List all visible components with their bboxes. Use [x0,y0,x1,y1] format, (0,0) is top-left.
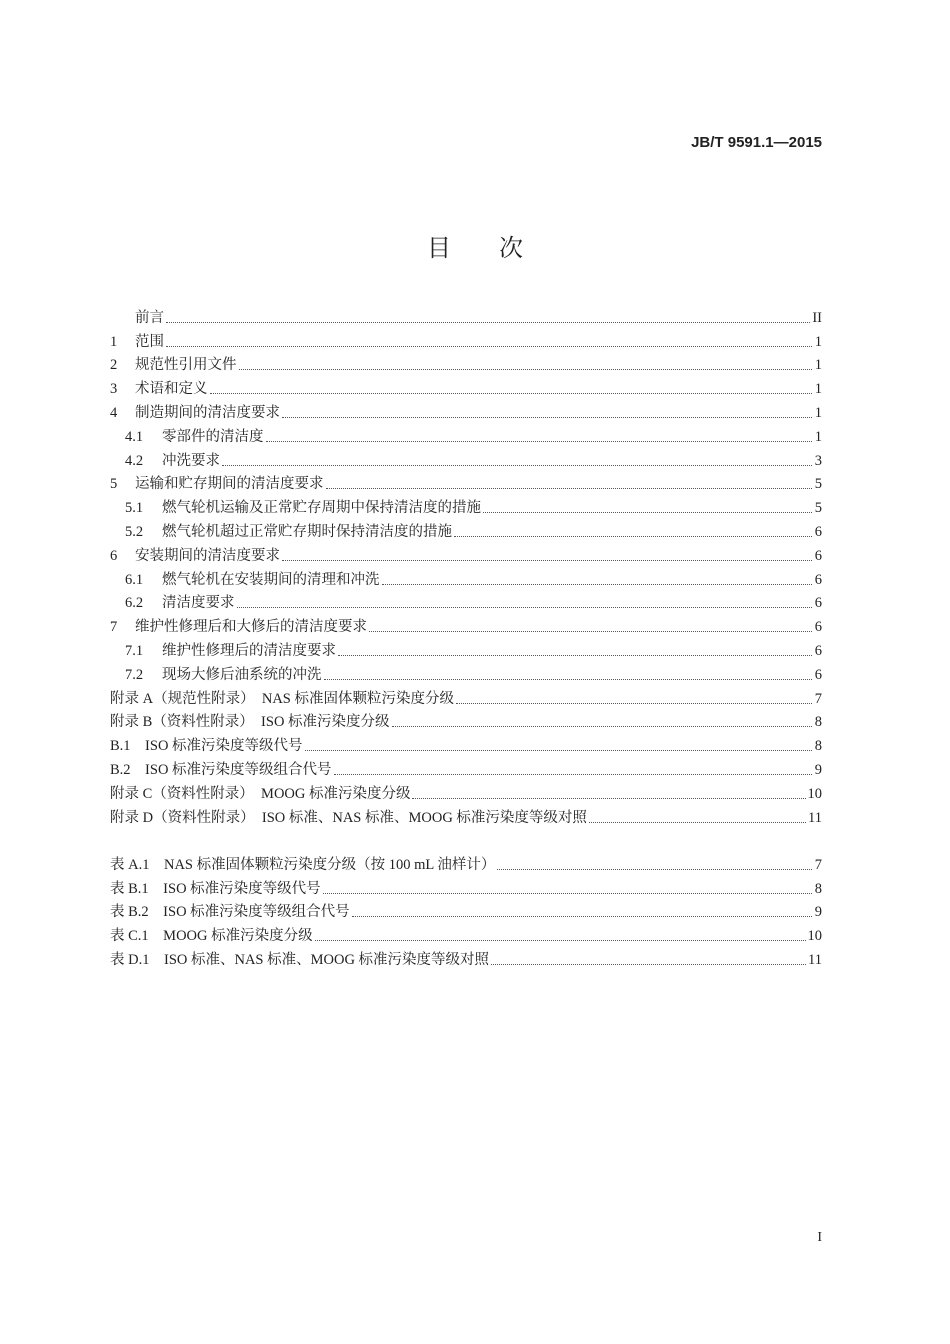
entry-number: 7.1 [125,642,144,659]
toc-entry[interactable] [110,708,822,732]
entry-number: 5.1 [125,500,144,517]
toc-entry[interactable] [110,684,822,708]
dot-leader [210,393,813,394]
dot-leader [483,512,812,513]
entry-page: 6 [814,571,822,588]
entry-title: 范围 [135,333,164,350]
dot-leader [239,369,813,370]
entry-page: 1 [814,428,822,445]
entry-title: 燃气轮机运输及正常贮存周期中保持清洁度的措施 [162,500,481,517]
entry-title: 维护性修理后的清洁度要求 [162,642,336,659]
entry-title: 前言 [135,309,164,326]
entry-page: 7 [814,856,822,873]
entry-page: 6 [814,642,822,659]
toc-entry[interactable] [110,327,822,351]
dot-leader [324,679,813,680]
entry-title: 制造期间的清洁度要求 [135,404,280,421]
dot-leader [326,488,813,489]
dot-leader [282,560,812,561]
toc-entry[interactable] [110,374,822,398]
entry-title: 燃气轮机在安装期间的清理和冲洗 [162,571,380,588]
toc-entry[interactable] [110,660,822,684]
dot-leader [323,893,812,894]
dot-leader [497,869,812,870]
entry-title: 运输和贮存期间的清洁度要求 [135,476,324,493]
entry-page: 8 [814,714,822,731]
dot-leader [315,940,806,941]
entry-number: 附录 A（规范性附录） [110,690,262,707]
entry-page: 6 [814,619,822,636]
entry-page: 6 [814,523,822,540]
dot-leader [369,631,812,632]
entry-page: 8 [814,738,822,755]
entry-number: 表 A.1 [110,856,164,873]
entry-title: ISO 标准污染度等级代号 [145,738,303,755]
entry-page: 7 [814,690,822,707]
entry-page: 5 [814,476,822,493]
toc-entry[interactable] [110,422,822,446]
entry-number: 4.2 [125,452,144,469]
entry-title: ISO 标准污染度等级代号 [163,880,321,897]
toc-entry[interactable] [110,493,822,517]
entry-title: 安装期间的清洁度要求 [135,547,280,564]
toc-entry[interactable] [110,874,822,898]
entry-title: ISO 标准、NAS 标准、MOOG 标准污染度等级对照 [163,951,490,968]
entry-number: 5.2 [125,523,144,540]
toc-entry[interactable] [110,921,822,945]
entry-number: 6.1 [125,571,144,588]
toc-entry[interactable] [110,898,822,922]
entry-number: 6.2 [125,595,144,612]
toc-entry[interactable] [110,351,822,375]
entry-title: MOOG 标准污染度分级 [163,928,313,945]
dot-leader [412,798,805,799]
entry-number: 表 D.1 [110,951,164,968]
entry-title: ISO 标准污染度分级 [261,714,390,731]
entry-title: NAS 标准固体颗粒污染度分级（按 100 mL 油样计） [163,856,496,873]
toc-entry[interactable] [110,446,822,470]
table-of-contents [110,303,822,827]
dot-leader [166,322,810,323]
dot-leader [352,916,812,917]
entry-page: 6 [814,547,822,564]
toc-entry[interactable] [110,612,822,636]
toc-entry[interactable] [110,303,822,327]
entry-number: 附录 B（资料性附录） [110,714,262,731]
dot-leader [222,465,812,466]
dot-leader [454,536,812,537]
dot-leader [456,703,812,704]
entry-title: 冲洗要求 [162,452,220,469]
entry-title: ISO 标准污染度等级组合代号 [163,904,350,921]
entry-number: 6 [110,547,118,564]
dot-leader [382,584,813,585]
entry-title: 燃气轮机超过正常贮存期时保持清洁度的措施 [162,523,452,540]
toc-entry[interactable] [110,517,822,541]
entry-page: II [812,309,822,326]
entry-page: 6 [814,595,822,612]
entry-page: 10 [807,928,822,945]
standard-number: JB/T 9591.1—2015 [691,134,822,151]
toc-entry[interactable] [110,565,822,589]
entry-page: 11 [808,951,822,968]
entry-number: 4 [110,404,118,421]
entry-title: NAS 标准固体颗粒污染度分级 [261,690,454,707]
dot-leader [392,726,812,727]
entry-page: 1 [814,333,822,350]
entry-number: B.1 [110,738,146,755]
dot-leader [589,822,806,823]
entry-title: 清洁度要求 [162,595,235,612]
toc-entry[interactable] [110,470,822,494]
entry-page: 1 [814,357,822,374]
entry-page: 9 [814,904,822,921]
page-title: 目次 [427,236,571,262]
entry-number: 1 [110,333,118,350]
dot-leader [237,607,813,608]
entry-number: 表 C.1 [110,928,164,945]
entry-number: 7 [110,619,118,636]
entry-title: 维护性修理后和大修后的清洁度要求 [135,619,367,636]
entry-page: 6 [814,666,822,683]
entry-page: 9 [814,761,822,778]
toc-entry[interactable] [110,850,822,874]
entry-title: 零部件的清洁度 [162,428,264,445]
entry-page: 1 [814,381,822,398]
entry-number: 5 [110,476,118,493]
toc-entry[interactable] [110,636,822,660]
list-of-tables [110,850,822,969]
page-number: I [817,1230,822,1245]
dot-leader [305,750,812,751]
entry-page: 10 [807,785,822,802]
entry-title: MOOG 标准污染度分级 [261,785,411,802]
entry-number: 7.2 [125,666,144,683]
entry-title: ISO 标准、NAS 标准、MOOG 标准污染度等级对照 [261,809,587,826]
entry-number: B.2 [110,761,146,778]
entry-number: 表 B.1 [110,880,164,897]
toc-entry[interactable] [110,398,822,422]
entry-page: 5 [814,500,822,517]
entry-number: 附录 C（资料性附录） [110,785,262,802]
entry-page: 8 [814,880,822,897]
entry-title: ISO 标准污染度等级组合代号 [145,761,332,778]
entry-title: 现场大修后油系统的冲洗 [162,666,322,683]
entry-page: 1 [814,404,822,421]
toc-entry[interactable] [110,589,822,613]
toc-entry[interactable] [110,779,822,803]
dot-leader [282,417,812,418]
dot-leader [166,346,812,347]
entry-number: 3 [110,381,118,398]
toc-entry[interactable] [110,541,822,565]
toc-entry[interactable] [110,803,822,827]
dot-leader [338,655,812,656]
entry-number: 附录 D（资料性附录） [110,809,262,826]
entry-number: 表 B.2 [110,904,164,921]
entry-page: 11 [808,809,822,826]
entry-number: 4.1 [125,428,144,445]
dot-leader [491,964,806,965]
entry-number: 2 [110,357,118,374]
toc-entry[interactable] [110,945,822,969]
toc-entry[interactable] [110,755,822,779]
entry-title: 规范性引用文件 [135,357,237,374]
toc-entry[interactable] [110,731,822,755]
entry-page: 3 [814,452,822,469]
dot-leader [334,774,812,775]
dot-leader [266,441,813,442]
entry-title: 术语和定义 [135,381,208,398]
